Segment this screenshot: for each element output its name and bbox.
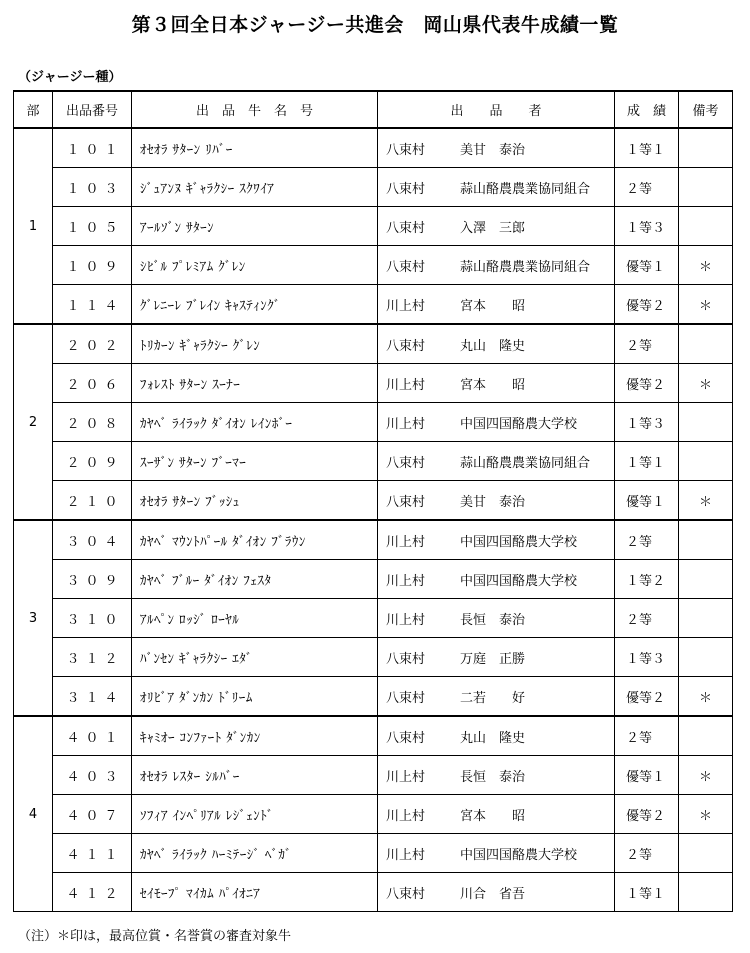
- note-mark: [679, 520, 733, 560]
- grade: ２等: [615, 716, 679, 756]
- exhibitor-village: 八束村: [386, 259, 426, 275]
- cow-name: ｶﾔﾍﾞ ﾗｲﾗｯｸ ﾊｰﾐﾃｰｼﾞ ﾍﾞｶﾞ: [132, 834, 378, 873]
- exhibitor-village: 川上村: [386, 416, 426, 432]
- entry-number: ２０８: [53, 403, 132, 442]
- entry-number: ３１２: [53, 638, 132, 677]
- note-mark: ＊: [679, 481, 733, 521]
- header-grade: 成 績: [615, 91, 679, 128]
- table-row: [14, 442, 733, 481]
- grade: 優等２: [615, 795, 679, 834]
- grade: １等１: [615, 873, 679, 912]
- entry-number: ２０２: [53, 324, 132, 364]
- note-mark: [679, 128, 733, 168]
- table-row: [14, 128, 733, 168]
- cow-name: ｵﾘﾋﾞｱ ﾀﾞﾝｶﾝ ﾄﾞﾘｰﾑ: [132, 677, 378, 717]
- note-mark: [679, 207, 733, 246]
- table-row: [14, 756, 733, 795]
- table-row: [14, 834, 733, 873]
- breed-label: （ジャージー種）: [18, 70, 122, 85]
- exhibitor: [378, 207, 615, 246]
- exhibitor-village: 八束村: [386, 730, 426, 746]
- grade: 優等２: [615, 364, 679, 403]
- cow-name: ｶﾔﾍﾞ ﾏｳﾝﾄﾊﾟｰﾙ ﾀﾞｲｵﾝ ﾌﾞﾗｳﾝ: [132, 520, 378, 560]
- exhibitor-village: 八束村: [386, 886, 426, 902]
- cow-name: ｵｾｵﾗ ｻﾀｰﾝ ﾌﾞｯｼｭ: [132, 481, 378, 521]
- cow-name: ｶﾔﾍﾞ ﾗｲﾗｯｸ ﾀﾞｲｵﾝ ﾚｲﾝﾎﾞｰ: [132, 403, 378, 442]
- note-mark: ＊: [679, 677, 733, 717]
- exhibitor-name: 美甘 泰治: [460, 494, 526, 510]
- exhibitor-village: 川上村: [386, 573, 426, 589]
- table-body: [14, 128, 733, 912]
- entry-number: １０３: [53, 168, 132, 207]
- note-mark: [679, 168, 733, 207]
- exhibitor-name: 入澤 三郎: [460, 220, 526, 236]
- exhibitor-name: 蒜山酪農農業協同組合: [460, 259, 591, 275]
- table-row: [14, 285, 733, 325]
- exhibitor-village: 川上村: [386, 808, 426, 824]
- entry-number: ３０９: [53, 560, 132, 599]
- note-mark: [679, 403, 733, 442]
- table-row: [14, 481, 733, 521]
- exhibitor-name: 丸山 隆史: [460, 338, 526, 354]
- table-row: [14, 207, 733, 246]
- table-row: [14, 716, 733, 756]
- exhibitor-village: 八束村: [386, 690, 426, 706]
- table-row: [14, 520, 733, 560]
- grade: １等１: [615, 128, 679, 168]
- exhibitor-village: 八束村: [386, 494, 426, 510]
- grade: 優等１: [615, 756, 679, 795]
- exhibitor-name: 川合 省吾: [460, 886, 526, 902]
- note-mark: [679, 560, 733, 599]
- exhibitor: [378, 481, 615, 521]
- note-mark: ＊: [679, 285, 733, 325]
- exhibitor: [378, 716, 615, 756]
- entry-number: ２０９: [53, 442, 132, 481]
- exhibitor-name: 中国四国酪農大学校: [460, 534, 578, 550]
- exhibitor-name: 蒜山酪農農業協同組合: [460, 181, 591, 197]
- grade: 優等２: [615, 677, 679, 717]
- note-mark: ＊: [679, 756, 733, 795]
- table-row: [14, 599, 733, 638]
- exhibitor-village: 八束村: [386, 220, 426, 236]
- grade: ２等: [615, 599, 679, 638]
- header-division: 部: [14, 91, 53, 128]
- entry-number: ３１０: [53, 599, 132, 638]
- grade: １等３: [615, 403, 679, 442]
- entry-number: ４０７: [53, 795, 132, 834]
- exhibitor: [378, 364, 615, 403]
- header-entry-no: 出品番号: [53, 91, 132, 128]
- exhibitor: [378, 599, 615, 638]
- exhibitor-village: 八束村: [386, 338, 426, 354]
- cow-name: ｱﾙﾍﾟﾝ ﾛｯｼﾞ ﾛｰﾔﾙ: [132, 599, 378, 638]
- note-mark: [679, 599, 733, 638]
- cow-name: ｽｰｻﾞﾝ ｻﾀｰﾝ ﾌﾞｰﾏｰ: [132, 442, 378, 481]
- grade: １等２: [615, 560, 679, 599]
- cow-name: ｼﾋﾞﾙ ﾌﾟﾚﾐｱﾑ ｸﾞﾚﾝ: [132, 246, 378, 285]
- exhibitor: [378, 285, 615, 325]
- cow-name: ｷｬﾐｵｰ ｺﾝﾌｧｰﾄ ﾀﾞﾝｶﾝ: [132, 716, 378, 756]
- cow-name: ｸﾞﾚﾆｰﾚ ﾌﾞﾚｲﾝ ｷｬｽﾃｨﾝｸﾞ: [132, 285, 378, 325]
- exhibitor-village: 川上村: [386, 377, 426, 393]
- cow-name: ｵｾｵﾗ ﾚｽﾀｰ ｼﾙﾊﾞｰ: [132, 756, 378, 795]
- exhibitor-village: 八束村: [386, 181, 426, 197]
- cow-name: ｼﾞｭｱﾝﾇ ｷﾞｬﾗｸｼｰ ｽｸﾜｲｱ: [132, 168, 378, 207]
- exhibitor: [378, 834, 615, 873]
- table-row: [14, 677, 733, 717]
- results-table: [13, 90, 733, 912]
- grade: ２等: [615, 324, 679, 364]
- entry-number: ４１２: [53, 873, 132, 912]
- entry-number: ４０３: [53, 756, 132, 795]
- cow-name: ｿﾌｨｱ ｲﾝﾍﾟﾘｱﾙ ﾚｼﾞｪﾝﾄﾞ: [132, 795, 378, 834]
- exhibitor-name: 宮本 昭: [460, 808, 526, 824]
- note-mark: ＊: [679, 246, 733, 285]
- exhibitor-name: 蒜山酪農農業協同組合: [460, 455, 591, 471]
- table-row: [14, 324, 733, 364]
- exhibitor: [378, 560, 615, 599]
- division-cell: 4: [14, 716, 53, 912]
- table-row: [14, 638, 733, 677]
- entry-number: ２０６: [53, 364, 132, 403]
- exhibitor-name: 宮本 昭: [460, 298, 526, 314]
- note-mark: ＊: [679, 795, 733, 834]
- note-mark: [679, 834, 733, 873]
- exhibitor: [378, 128, 615, 168]
- entry-number: １１４: [53, 285, 132, 325]
- entry-number: １０９: [53, 246, 132, 285]
- exhibitor: [378, 168, 615, 207]
- exhibitor-village: 川上村: [386, 534, 426, 550]
- table-row: [14, 364, 733, 403]
- note-mark: [679, 324, 733, 364]
- exhibitor-name: 美甘 泰治: [460, 142, 526, 158]
- exhibitor: [378, 442, 615, 481]
- exhibitor: [378, 638, 615, 677]
- entry-number: ２１０: [53, 481, 132, 521]
- header-cow-name: 出 品 牛 名 号: [132, 91, 378, 128]
- table-row: [14, 246, 733, 285]
- entry-number: ４１１: [53, 834, 132, 873]
- exhibitor-name: 丸山 隆史: [460, 730, 526, 746]
- exhibitor-name: 二若 好: [460, 690, 526, 706]
- exhibitor-name: 万庭 正勝: [460, 651, 526, 667]
- entry-number: １０５: [53, 207, 132, 246]
- exhibitor: [378, 795, 615, 834]
- exhibitor: [378, 677, 615, 717]
- table-row: [14, 795, 733, 834]
- grade: ２等: [615, 520, 679, 560]
- exhibitor: [378, 756, 615, 795]
- grade: ２等: [615, 168, 679, 207]
- table-row: [14, 168, 733, 207]
- exhibitor-name: 長恒 泰治: [460, 769, 526, 785]
- exhibitor: [378, 520, 615, 560]
- exhibitor-village: 八束村: [386, 142, 426, 158]
- grade: 優等１: [615, 481, 679, 521]
- cow-name: ﾊﾞﾝｾﾝ ｷﾞｬﾗｸｼｰ ｴﾀﾞ: [132, 638, 378, 677]
- exhibitor-village: 川上村: [386, 612, 426, 628]
- division-cell: 1: [14, 128, 53, 324]
- entry-number: ４０１: [53, 716, 132, 756]
- footnote: （注）＊印は，最高位賞・名誉賞の審査対象牛: [18, 929, 292, 944]
- page-title: 第３回全日本ジャージー共進会 岡山県代表牛成績一覧: [131, 14, 619, 36]
- note-mark: ＊: [679, 364, 733, 403]
- cow-name: ｾｲﾓｰﾌﾟ ﾏｲｶﾑ ﾊﾟｲｵﾆｱ: [132, 873, 378, 912]
- grade: １等３: [615, 638, 679, 677]
- cow-name: ｱｰﾙｿﾞﾝ ｻﾀｰﾝ: [132, 207, 378, 246]
- exhibitor: [378, 246, 615, 285]
- entry-number: ３１４: [53, 677, 132, 717]
- division-cell: 2: [14, 324, 53, 520]
- table-row: [14, 560, 733, 599]
- exhibitor-village: 川上村: [386, 847, 426, 863]
- exhibitor-name: 長恒 泰治: [460, 612, 526, 628]
- grade: 優等１: [615, 246, 679, 285]
- table-row: [14, 873, 733, 912]
- grade: １等３: [615, 207, 679, 246]
- note-mark: [679, 873, 733, 912]
- header-exhibitor: 出 品 者: [378, 91, 615, 128]
- exhibitor-name: 中国四国酪農大学校: [460, 416, 578, 432]
- exhibitor: [378, 324, 615, 364]
- exhibitor-name: 宮本 昭: [460, 377, 526, 393]
- exhibitor: [378, 403, 615, 442]
- entry-number: １０１: [53, 128, 132, 168]
- exhibitor-village: 八束村: [386, 651, 426, 667]
- grade: １等１: [615, 442, 679, 481]
- grade: ２等: [615, 834, 679, 873]
- cow-name: ﾄﾘｶｰﾝ ｷﾞｬﾗｸｼｰ ｸﾞﾚﾝ: [132, 324, 378, 364]
- exhibitor-village: 川上村: [386, 298, 426, 314]
- header-note: 備考: [679, 91, 733, 128]
- grade: 優等２: [615, 285, 679, 325]
- table-header-row: [14, 91, 733, 128]
- division-cell: 3: [14, 520, 53, 716]
- exhibitor-name: 中国四国酪農大学校: [460, 847, 578, 863]
- exhibitor-village: 八束村: [386, 455, 426, 471]
- exhibitor: [378, 873, 615, 912]
- exhibitor-village: 川上村: [386, 769, 426, 785]
- exhibitor-name: 中国四国酪農大学校: [460, 573, 578, 589]
- cow-name: ﾌｫﾚｽﾄ ｻﾀｰﾝ ｽｰﾅｰ: [132, 364, 378, 403]
- note-mark: [679, 716, 733, 756]
- entry-number: ３０４: [53, 520, 132, 560]
- note-mark: [679, 638, 733, 677]
- note-mark: [679, 442, 733, 481]
- cow-name: ｶﾔﾍﾞ ﾌﾞﾙｰ ﾀﾞｲｵﾝ ﾌｪｽﾀ: [132, 560, 378, 599]
- cow-name: ｵｾｵﾗ ｻﾀｰﾝ ﾘﾊﾞｰ: [132, 128, 378, 168]
- table-row: [14, 403, 733, 442]
